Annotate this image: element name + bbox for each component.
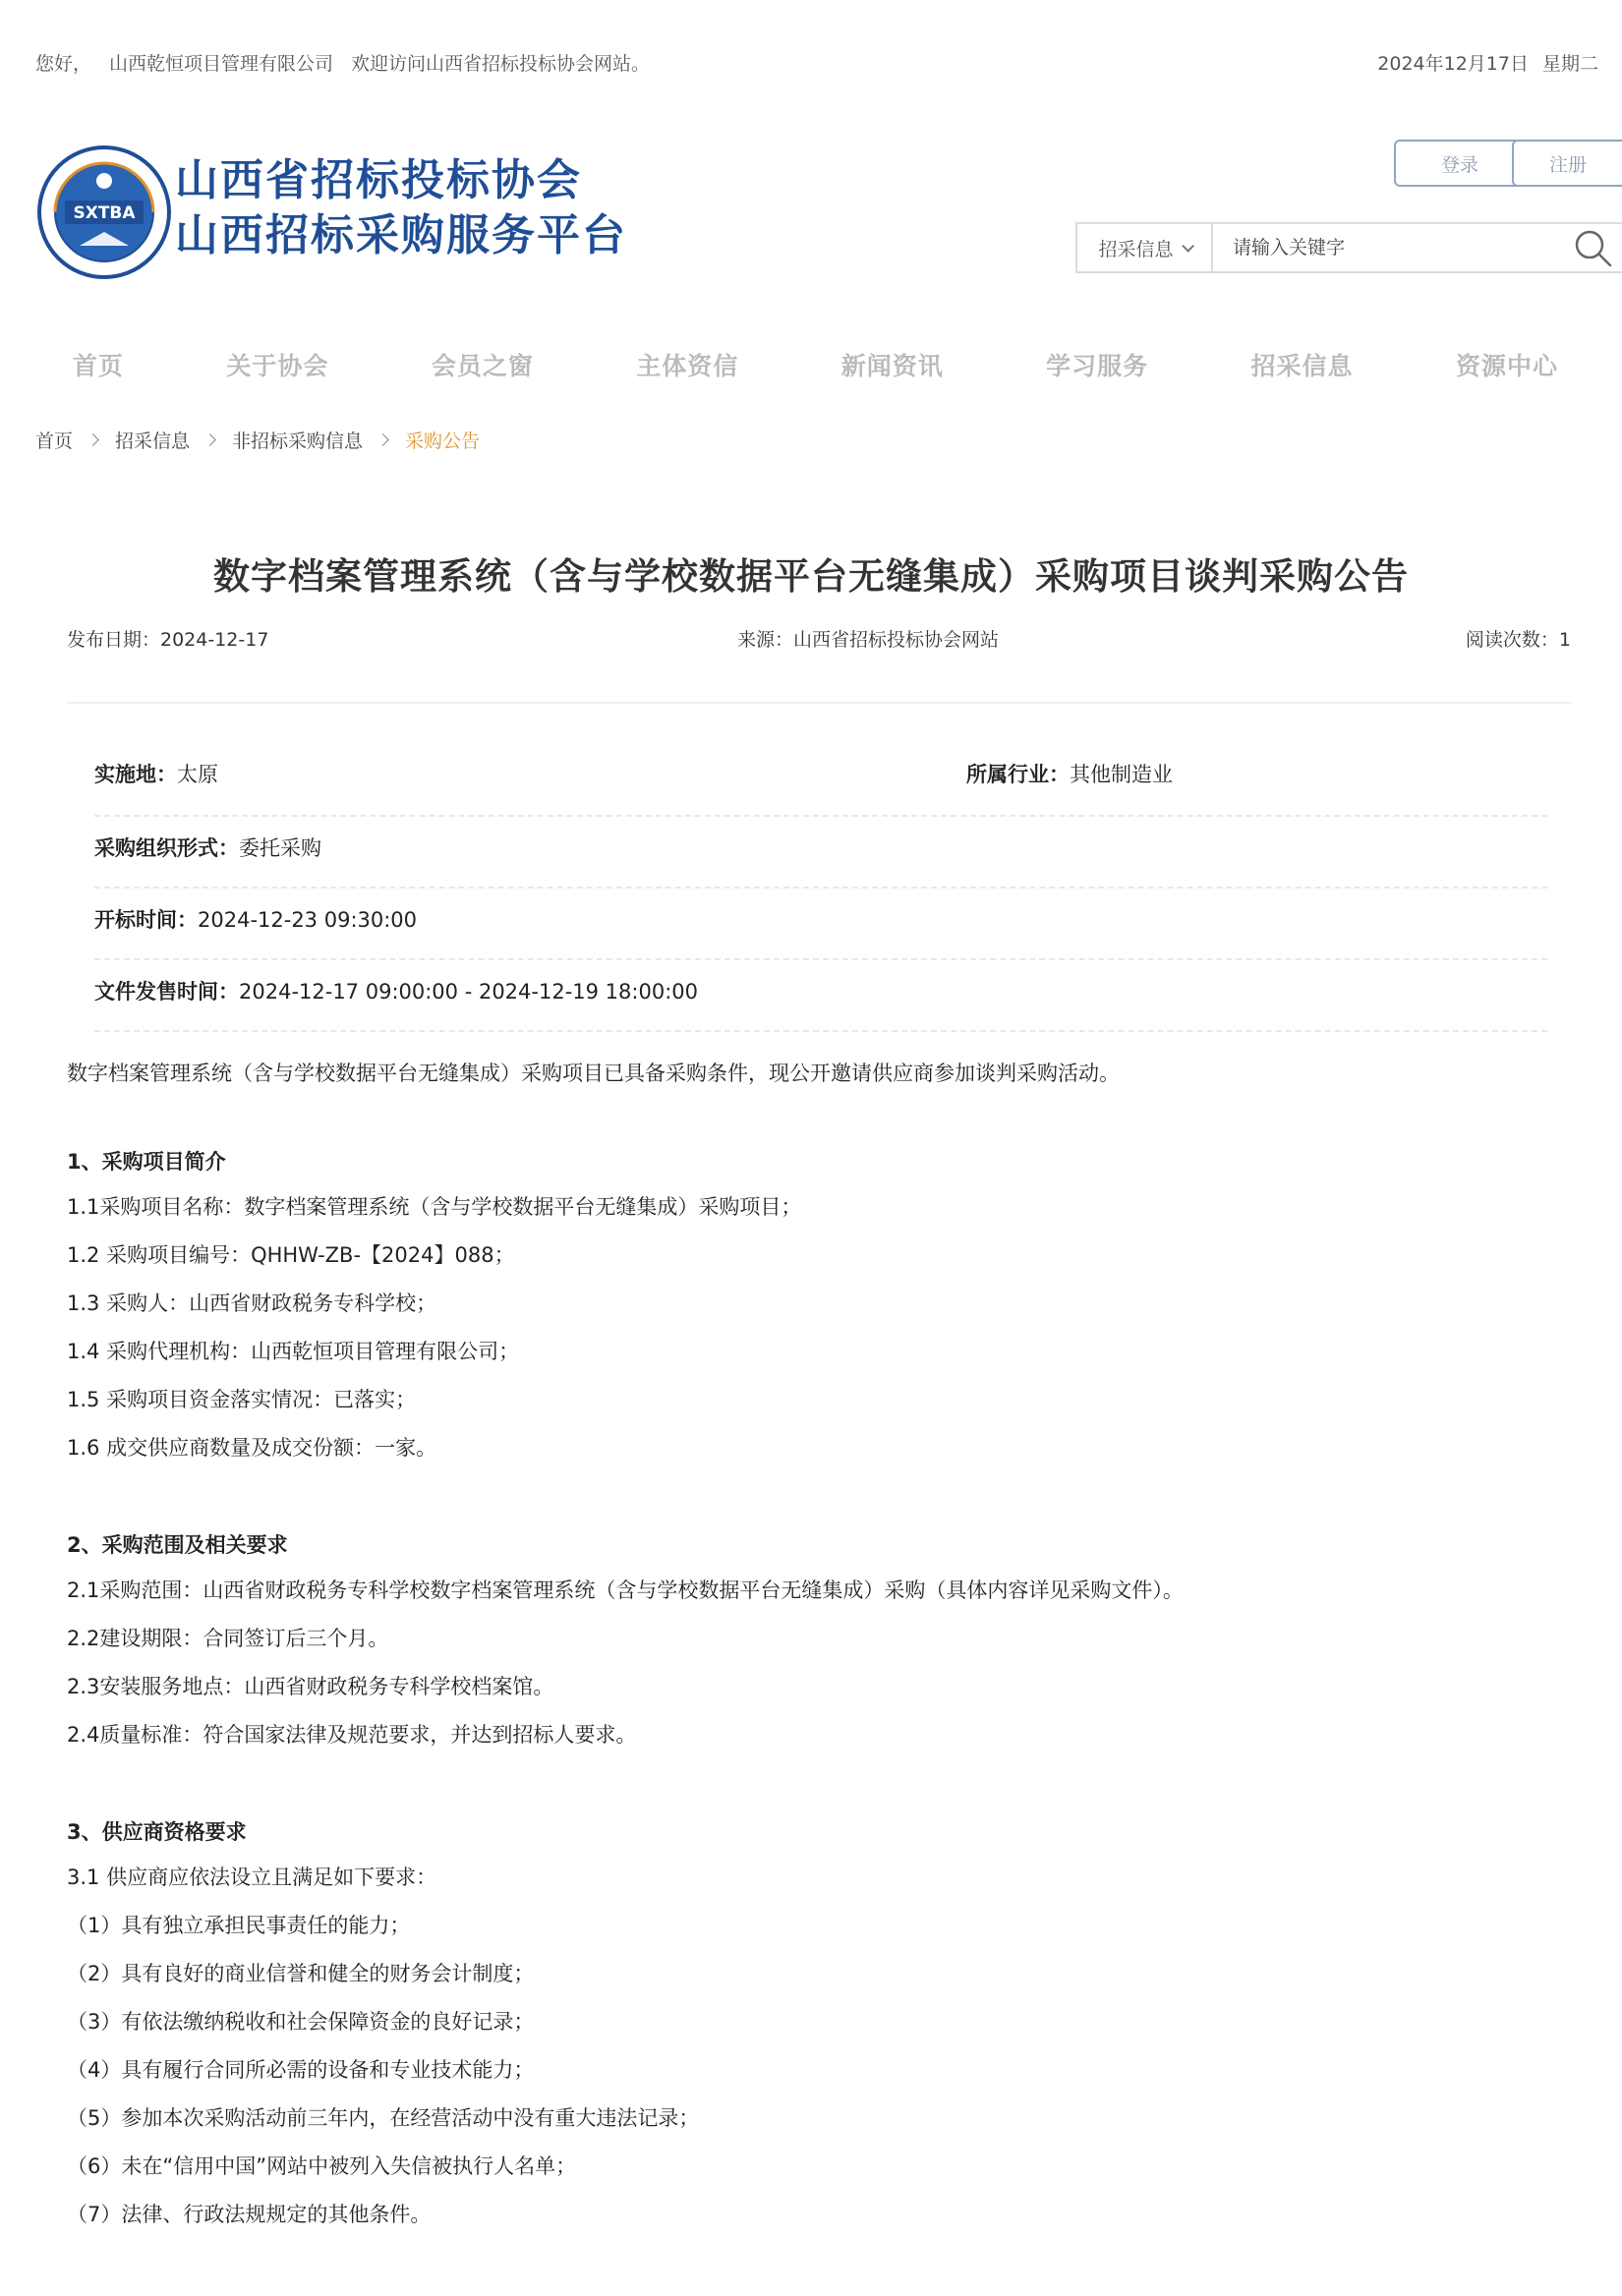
list-item: 1.6 成交供应商数量及成交份额：一家。 [67,1436,437,1460]
industry-value: 其他制造业 [1070,763,1173,786]
greeting [35,49,667,76]
date-text: 2024年12月17日 [1377,53,1529,75]
list-item: 1.3 采购人：山西省财政税务专科学校； [67,1292,437,1315]
chevron-right-icon [203,433,216,446]
search-category-label: 招采信息 [1098,238,1174,260]
industry-cell [966,759,1173,788]
logo-title-line1: 山西省招标投标协会 [175,155,582,205]
info-table [94,745,1547,1032]
publish-date: 发布日期：2024-12-17 [67,629,269,651]
nav-item-home[interactable]: 首页 [73,352,125,380]
open-time-cell [94,904,417,934]
list-item: 1.1采购项目名称：数字档案管理系统（含与学校数据平台无缝集成）采购项目； [67,1195,802,1219]
list-item: 1.5 采购项目资金落实情况：已落实； [67,1388,417,1411]
breadcrumb-non-tender[interactable]: 非招标采购信息 [232,430,364,452]
list-item: 1.4 采购代理机构：山西乾恒项目管理有限公司； [67,1340,520,1363]
list-item: 2.1采购范围：山西省财政税务专科学校数字档案管理系统（含与学校数据平台无缝集成）采购（具体内容详见采购文件）。 [67,1578,1184,1602]
welcome-text: 欢迎访问山西省招标投标协会网站。 [351,53,651,75]
doc-sale-cell [94,976,698,1005]
list-item: （1）具有独立承担民事责任的能力； [67,1914,411,1937]
site-header [0,128,1622,305]
chevron-right-icon [377,433,389,446]
intro-paragraph: 数字档案管理系统（含与学校数据平台无缝集成）采购项目已具备采购条件，现公开邀请供应商参加谈判采购活动。 [67,1062,1120,1085]
info-row [94,889,1547,960]
list-item: （4）具有履行合同所必需的设备和专业技术能力； [67,2058,535,2082]
location-label: 实施地： [94,763,177,786]
open-time-label: 开标时间： [94,908,198,932]
list-item: （7）法律、行政法规规定的其他条件。 [67,2203,432,2226]
article-source: 来源：山西省招标投标协会网站 [737,629,1000,651]
top-bar [0,0,1622,118]
list-item: 2.4质量标准：符合国家法律及规范要求，并达到招标人要求。 [67,1723,637,1747]
logo-title-line2: 山西招标采购服务平台 [175,210,627,260]
site-logo[interactable] [175,153,627,263]
org-cell [94,832,321,862]
current-date [1363,49,1598,76]
list-item: （6）未在“信用中国”网站中被列入失信被执行人名单； [67,2154,577,2178]
list-item: 1.2 采购项目编号：QHHW-ZB-【2024】088； [67,1243,515,1267]
info-row [94,745,1547,817]
info-row [94,960,1547,1032]
divider [67,702,1571,704]
org-value: 委托采购 [239,836,321,860]
list-item: 2.2建设期限：合同签订后三个月。 [67,1627,389,1650]
breadcrumb-procurement[interactable]: 招采信息 [115,430,191,452]
register-button[interactable]: 注册 [1512,140,1622,187]
article-meta [67,625,1571,655]
location-cell [94,759,218,788]
nav-item-about[interactable]: 关于协会 [226,352,329,380]
nav-item-news[interactable]: 新闻资讯 [840,352,944,380]
nav-item-resources[interactable]: 资源中心 [1455,352,1558,380]
industry-label: 所属行业： [966,763,1070,786]
list-item: 2.3安装服务地点：山西省财政税务专科学校档案馆。 [67,1675,554,1698]
user-company: 山西乾恒项目管理有限公司 [109,53,334,75]
search-input[interactable] [1213,224,1569,271]
info-row [94,817,1547,889]
list-item: （5）参加本次采购活动前三年内，在经营活动中没有重大违法记录； [67,2106,700,2130]
chevron-down-icon [1182,240,1194,253]
org-label: 采购组织形式： [94,836,239,860]
section-heading: 1、采购项目简介 [67,1150,226,1174]
list-item: （3）有依法缴纳税收和社会保障资金的良好记录； [67,2010,535,2034]
list-item: 3.1 供应商应依法设立且满足如下要求： [67,1866,437,1889]
nav-item-procurement[interactable]: 招采信息 [1250,352,1354,380]
search-bar [1075,222,1622,273]
nav-item-credit[interactable]: 主体资信 [636,352,739,380]
breadcrumb-current: 采购公告 [405,430,481,452]
nav-item-members[interactable]: 会员之窗 [431,352,534,380]
main-nav [0,334,1622,399]
nav-item-learning[interactable]: 学习服务 [1046,352,1149,380]
article-body [67,1058,1571,2247]
chevron-right-icon [87,433,99,446]
login-button[interactable]: 登录 [1394,140,1526,187]
section-heading: 3、供应商资格要求 [67,1820,247,1844]
read-count: 阅读次数：1 [1465,629,1571,651]
doc-sale-value: 2024-12-17 09:00:00 - 2024-12-19 18:00:00 [239,980,698,1004]
search-category-select[interactable] [1077,224,1213,271]
page-title: 数字档案管理系统（含与学校数据平台无缝集成）采购项目谈判采购公告 [213,555,1409,598]
breadcrumb [35,427,480,453]
search-icon[interactable] [1569,224,1616,271]
weekday-text: 星期二 [1541,53,1598,75]
logo-emblem-text: SXTBA [73,203,136,223]
breadcrumb-home[interactable]: 首页 [35,430,74,452]
logo-emblem-icon[interactable] [35,144,173,281]
section-heading: 2、采购范围及相关要求 [67,1533,288,1557]
doc-sale-label: 文件发售时间： [94,980,239,1004]
open-time-value: 2024-12-23 09:30:00 [198,908,418,932]
location-value: 太原 [177,763,218,786]
list-item: （2）具有良好的商业信誉和健全的财务会计制度； [67,1962,535,1985]
greeting-text: 您好， [35,53,92,75]
